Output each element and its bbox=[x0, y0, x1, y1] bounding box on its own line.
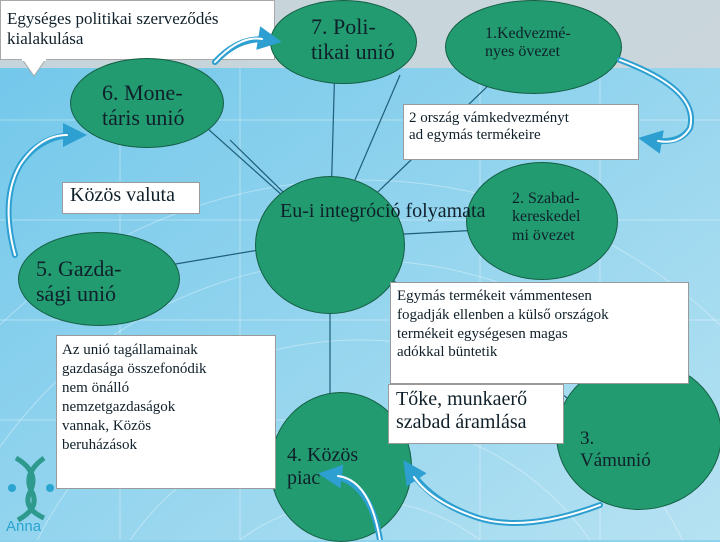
stage-5-label: 5. Gazda- sági unió bbox=[36, 256, 122, 307]
note-6-text: Közös valuta bbox=[70, 184, 175, 206]
stage-2-label: 2. Szabad- kereskedel mi övezet bbox=[512, 190, 581, 244]
center-label: Eu-i integróció folyamata bbox=[280, 200, 486, 222]
logo-text: Anna bbox=[6, 518, 42, 535]
stage-3-label: 3. Vámunió bbox=[580, 428, 651, 471]
stage-7-label: 7. Poli- tikai unió bbox=[311, 14, 395, 65]
center-oval bbox=[255, 176, 405, 314]
note-1-text: 2 ország vámkedvezményt ad egymás termékeire bbox=[409, 110, 569, 144]
note-5-text: Az unió tagállamainak gazdasága összefonódik nem önálló nemzetgazdaságok vannak, Közös beruházások bbox=[62, 342, 207, 454]
page-title: Egységes politikai szerveződés kialakulása bbox=[7, 9, 219, 48]
stage-1-label: 1.Kedvezmé- nyes övezet bbox=[485, 25, 571, 61]
stage-6-label: 6. Mone- táris unió bbox=[102, 80, 185, 131]
caption-pointer bbox=[22, 59, 46, 77]
stage-4-label: 4. Közös piac bbox=[287, 444, 359, 489]
note-3-text: Tőke, munkaerő szabad áramlása bbox=[396, 388, 528, 433]
note-2-text: Egymás termékeit vámmentesen fogadják ellenben a külső országok termékeit egységesen magas adókkal büntetik bbox=[397, 288, 609, 361]
title-box bbox=[0, 0, 275, 60]
